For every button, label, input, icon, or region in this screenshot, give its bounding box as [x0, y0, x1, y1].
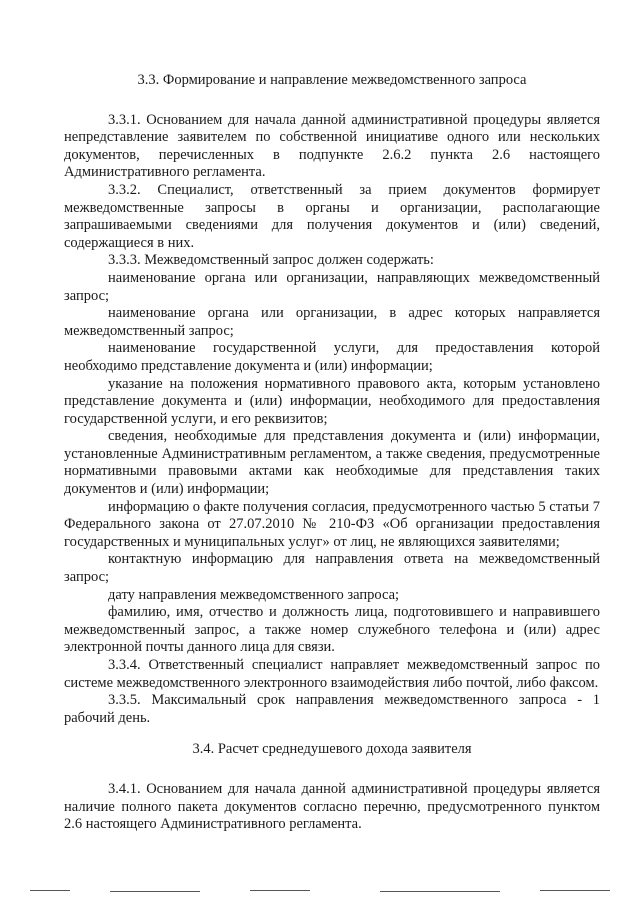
list-item: сведения, необходимые для представления документа и (или) информации, установленные Административным регламентом, а также сведения, предусмотренные нормативными правовыми актами как необходимые для представления таких документов и (или) информации; [64, 428, 600, 498]
scan-edge-marks [0, 888, 640, 898]
paragraph-3-3-2: 3.3.2. Специалист, ответственный за прием документов формирует межведомственные запросы в органы и организации, располагающие запрашиваемыми сведениями для получения документов и (или) сведений, содержащиеся в них. [64, 181, 600, 251]
list-item: контактную информацию для направления ответа на межведомственный запрос; [64, 551, 600, 586]
paragraph-3-3-5: 3.3.5. Максимальный срок направления межведомственного запроса - 1 рабочий день. [64, 692, 600, 726]
list-item: наименование государственной услуги, для предоставления которой необходимо представление документа и (или) информации; [64, 340, 600, 374]
list-item: дату направления межведомственного запроса; [108, 586, 400, 603]
list-item: наименование органа или организации, в адрес которых направляется межведомственный запрос; [64, 305, 600, 339]
paragraph-3-4-1: 3.4.1. Основанием для начала данной административной процедуры является наличие полного пакета документов согласно перечню, предусмотренного пунктом 2.6 настоящего Административного регламента. [64, 780, 600, 833]
paragraph-3-3-3: 3.3.3. Межведомственный запрос должен содержать: [108, 252, 434, 269]
list-item: указание на положения нормативного правового акта, которым установлено представление документа и (или) информации, необходимого для предоставления государственной услуги, и его реквизитов; [64, 375, 600, 427]
paragraph-3-3-1: 3.3.1. Основанием для начала данной административной процедуры является непредставление заявителем по собственной инициативе одного или нескольких документов, перечисленных в подпункте 2.6.2 пункта 2.6 настоящего Административного регламента. [64, 111, 600, 181]
document-body [64, 72, 600, 834]
list-item: наименование органа или организации, направляющих межведомственный запрос; [64, 269, 600, 304]
paragraph-3-3-4: 3.3.4. Ответственный специалист направляет межведомственный запрос по системе межведомственного электронного взаимодействия либо почтой, либо факсом. [64, 657, 600, 691]
list-item: информацию о факте получения согласия, предусмотренного частью 5 статьи 7 Федерального закона от 27.07.2010 № 210-ФЗ «Об организации предоставления государственных и муниципальных услуг» от лиц, не являющихся заявителями; [64, 498, 600, 550]
section-heading-3-4: 3.4. Расчет среднедушевого дохода заявителя [192, 741, 472, 758]
section-heading-3-3: 3.3. Формирование и направление межведомственного запроса [137, 72, 527, 88]
list-item: фамилию, имя, отчество и должность лица, подготовившего и направившего межведомственный запрос, а также номер служебного телефона и (или) адрес электронной почты данного лица для связи. [64, 604, 600, 656]
